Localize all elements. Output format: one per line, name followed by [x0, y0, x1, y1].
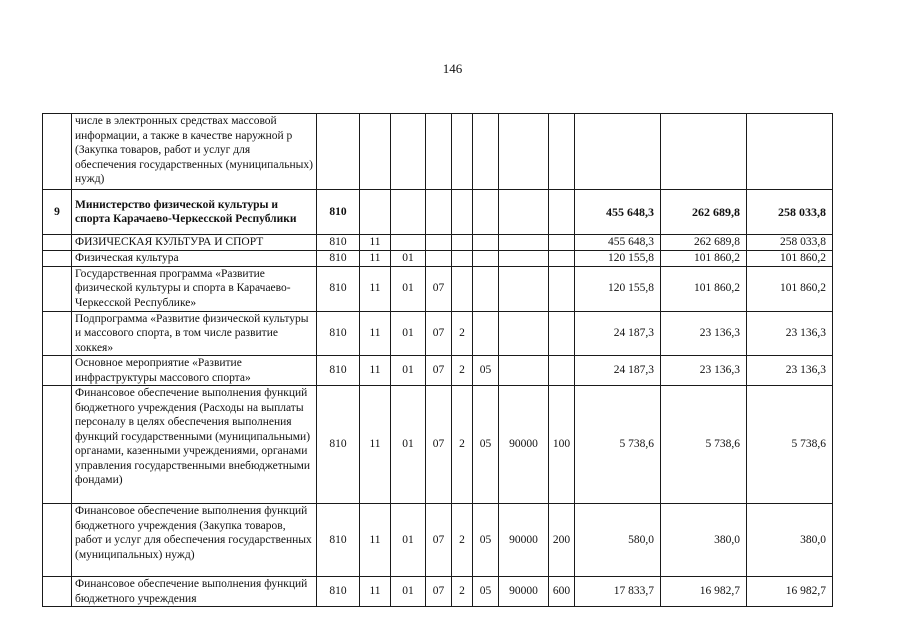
amount-year-3-cell: 16 982,7 [747, 577, 833, 607]
program-code-cell [426, 190, 452, 235]
subprogram-code-cell [452, 250, 473, 266]
direction-code-cell [499, 250, 549, 266]
table-row [43, 235, 833, 251]
section-code-cell: 11 [360, 356, 391, 386]
expense-type-code-cell: 200 [549, 504, 575, 577]
subprogram-code-cell: 2 [452, 504, 473, 577]
amount-year-2-cell: 23 136,3 [661, 311, 747, 356]
direction-code-cell [499, 266, 549, 311]
expense-type-code-cell: 100 [549, 386, 575, 504]
item-name-cell: Государственная программа «Развитие физической культуры и спорта в Карачаево-Черкесской Республике» [72, 266, 317, 311]
amount-year-2-cell: 101 860,2 [661, 266, 747, 311]
direction-code-cell [499, 235, 549, 251]
ministry-code-cell: 810 [317, 577, 360, 607]
table-row [43, 114, 833, 190]
amount-year-1-cell: 120 155,8 [575, 266, 661, 311]
expense-type-code-cell [549, 250, 575, 266]
expense-type-code-cell [549, 114, 575, 190]
ministry-code-cell: 810 [317, 250, 360, 266]
subsection-code-cell [391, 190, 426, 235]
ministry-code-cell: 810 [317, 504, 360, 577]
program-code-cell: 07 [426, 311, 452, 356]
amount-year-3-cell: 101 860,2 [747, 250, 833, 266]
row-number-cell [43, 311, 72, 356]
expense-type-code-cell [549, 311, 575, 356]
table-row [43, 250, 833, 266]
row-number-cell: 9 [43, 190, 72, 235]
amount-year-3-cell: 258 033,8 [747, 190, 833, 235]
amount-year-1-cell: 24 187,3 [575, 311, 661, 356]
budget-table [42, 113, 833, 607]
amount-year-2-cell: 262 689,8 [661, 235, 747, 251]
subprogram-code-cell: 2 [452, 577, 473, 607]
expense-type-code-cell [549, 235, 575, 251]
amount-year-3-cell: 258 033,8 [747, 235, 833, 251]
amount-year-2-cell: 101 860,2 [661, 250, 747, 266]
event-code-cell [473, 311, 499, 356]
amount-year-2-cell [661, 114, 747, 190]
amount-year-3-cell: 23 136,3 [747, 311, 833, 356]
table-row [43, 311, 833, 356]
event-code-cell: 05 [473, 504, 499, 577]
amount-year-3-cell: 5 738,6 [747, 386, 833, 504]
event-code-cell [473, 250, 499, 266]
subprogram-code-cell: 2 [452, 386, 473, 504]
subprogram-code-cell [452, 114, 473, 190]
section-code-cell: 11 [360, 250, 391, 266]
program-code-cell: 07 [426, 504, 452, 577]
amount-year-2-cell: 23 136,3 [661, 356, 747, 386]
subsection-code-cell: 01 [391, 386, 426, 504]
subprogram-code-cell [452, 235, 473, 251]
ministry-code-cell: 810 [317, 356, 360, 386]
row-number-cell [43, 504, 72, 577]
table-body [43, 114, 833, 607]
amount-year-1-cell: 5 738,6 [575, 386, 661, 504]
amount-year-3-cell: 380,0 [747, 504, 833, 577]
program-code-cell: 07 [426, 386, 452, 504]
subsection-code-cell: 01 [391, 266, 426, 311]
item-name-cell: Подпрограмма «Развитие физической культуры и массового спорта, в том числе развитие хоккея» [72, 311, 317, 356]
subsection-code-cell [391, 114, 426, 190]
section-code-cell: 11 [360, 235, 391, 251]
row-number-cell [43, 577, 72, 607]
item-name-cell: ФИЗИЧЕСКАЯ КУЛЬТУРА И СПОРТ [72, 235, 317, 251]
ministry-code-cell: 810 [317, 266, 360, 311]
item-name-cell: Министерство физической культуры и спорта Карачаево-Черкесской Республики [72, 190, 317, 235]
ministry-code-cell: 810 [317, 235, 360, 251]
ministry-code-cell: 810 [317, 190, 360, 235]
table-row [43, 190, 833, 235]
section-code-cell: 11 [360, 266, 391, 311]
expense-type-code-cell [549, 266, 575, 311]
amount-year-1-cell: 24 187,3 [575, 356, 661, 386]
item-name-cell: числе в электронных средствах массовой информации, а также в качестве наружной р (Закупка товаров, работ и услуг для обеспечения государственных (муниципальных) нужд) [72, 114, 317, 190]
event-code-cell: 05 [473, 356, 499, 386]
subsection-code-cell: 01 [391, 250, 426, 266]
direction-code-cell: 90000 [499, 386, 549, 504]
row-number-cell [43, 250, 72, 266]
amount-year-1-cell: 455 648,3 [575, 235, 661, 251]
expense-type-code-cell [549, 190, 575, 235]
section-code-cell [360, 114, 391, 190]
direction-code-cell [499, 356, 549, 386]
amount-year-2-cell: 262 689,8 [661, 190, 747, 235]
amount-year-2-cell: 16 982,7 [661, 577, 747, 607]
amount-year-3-cell [747, 114, 833, 190]
section-code-cell: 11 [360, 311, 391, 356]
program-code-cell: 07 [426, 356, 452, 386]
section-code-cell: 11 [360, 504, 391, 577]
subprogram-code-cell [452, 190, 473, 235]
ministry-code-cell: 810 [317, 386, 360, 504]
page-number: 146 [442, 61, 463, 76]
event-code-cell: 05 [473, 386, 499, 504]
direction-code-cell [499, 311, 549, 356]
program-code-cell [426, 235, 452, 251]
amount-year-1-cell: 455 648,3 [575, 190, 661, 235]
row-number-cell [43, 386, 72, 504]
amount-year-1-cell: 17 833,7 [575, 577, 661, 607]
direction-code-cell [499, 190, 549, 235]
subsection-code-cell: 01 [391, 356, 426, 386]
amount-year-3-cell: 101 860,2 [747, 266, 833, 311]
expense-type-code-cell [549, 356, 575, 386]
amount-year-2-cell: 380,0 [661, 504, 747, 577]
subsection-code-cell: 01 [391, 504, 426, 577]
table-row [43, 386, 833, 504]
item-name-cell: Физическая культура [72, 250, 317, 266]
expense-type-code-cell: 600 [549, 577, 575, 607]
direction-code-cell: 90000 [499, 577, 549, 607]
ministry-code-cell: 810 [317, 311, 360, 356]
amount-year-1-cell [575, 114, 661, 190]
subsection-code-cell [391, 235, 426, 251]
event-code-cell: 05 [473, 577, 499, 607]
table-row [43, 266, 833, 311]
item-name-cell: Основное мероприятие «Развитие инфраструктуры массового спорта» [72, 356, 317, 386]
amount-year-3-cell: 23 136,3 [747, 356, 833, 386]
table-row [43, 577, 833, 607]
subprogram-code-cell: 2 [452, 356, 473, 386]
event-code-cell [473, 266, 499, 311]
row-number-cell [43, 356, 72, 386]
subprogram-code-cell: 2 [452, 311, 473, 356]
program-code-cell [426, 114, 452, 190]
program-code-cell [426, 250, 452, 266]
section-code-cell: 11 [360, 386, 391, 504]
event-code-cell [473, 114, 499, 190]
table-row [43, 504, 833, 577]
amount-year-2-cell: 5 738,6 [661, 386, 747, 504]
section-code-cell: 11 [360, 577, 391, 607]
program-code-cell: 07 [426, 266, 452, 311]
item-name-cell: Финансовое обеспечение выполнения функций бюджетного учреждения [72, 577, 317, 607]
amount-year-1-cell: 120 155,8 [575, 250, 661, 266]
ministry-code-cell [317, 114, 360, 190]
row-number-cell [43, 114, 72, 190]
section-code-cell [360, 190, 391, 235]
event-code-cell [473, 190, 499, 235]
direction-code-cell: 90000 [499, 504, 549, 577]
row-number-cell [43, 235, 72, 251]
program-code-cell: 07 [426, 577, 452, 607]
table-row [43, 356, 833, 386]
amount-year-1-cell: 580,0 [575, 504, 661, 577]
subsection-code-cell: 01 [391, 311, 426, 356]
row-number-cell [43, 266, 72, 311]
subsection-code-cell: 01 [391, 577, 426, 607]
item-name-cell: Финансовое обеспечение выполнения функций бюджетного учреждения (Закупка товаров, работ и услуг для обеспечения государственных (муниципальных) нужд) [72, 504, 317, 577]
item-name-cell: Финансовое обеспечение выполнения функций бюджетного учреждения (Расходы на выплаты персоналу в целях обеспечения выполнения функций государственными (муниципальными) органами, казенными учреждениями, органами управления государственными внебюджетными фондами) [72, 386, 317, 504]
subprogram-code-cell [452, 266, 473, 311]
direction-code-cell [499, 114, 549, 190]
event-code-cell [473, 235, 499, 251]
